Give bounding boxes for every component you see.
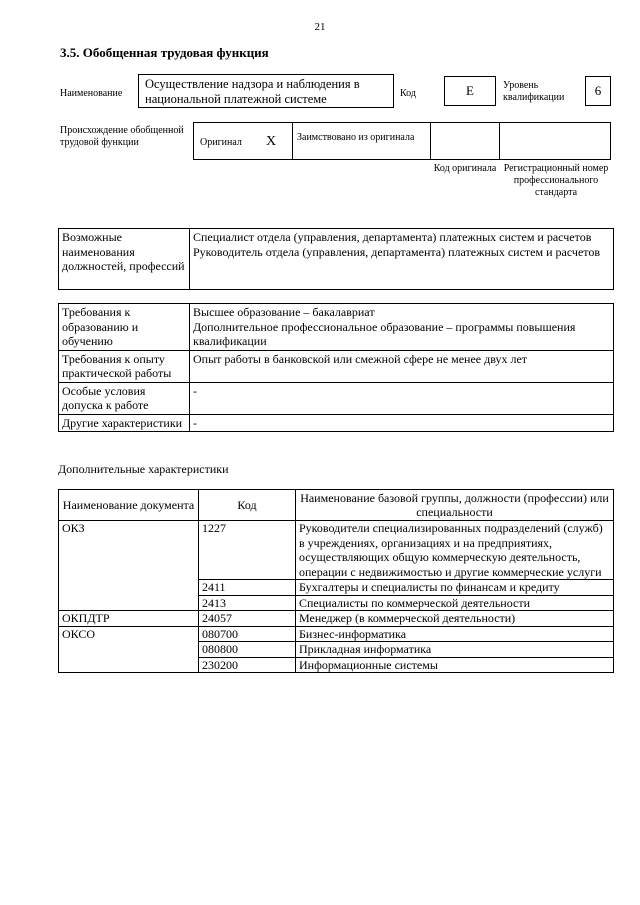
code-original-caption: Код оригинала [433,163,497,174]
name-value: Осуществление надзора и наблюдения в национальной платежной системе [138,74,394,108]
row-code: 080700 [199,626,296,642]
row-name: Прикладная информатика [296,642,614,658]
origin-boxes [193,122,611,160]
req-experience-label: Требования к опыту практической работы [59,350,190,382]
positions-values [190,229,614,290]
row-name: Менеджер (в коммерческой деятельности) [296,611,614,627]
positions-label: Возможные наименования должностей, профессий [59,229,190,290]
additional-title: Дополнительные характеристики [58,462,229,476]
row-name: Бизнес-информатика [296,626,614,642]
borrowed-label: Заимствовано из оригинала [297,132,415,143]
position-item: Руководитель отдела (управления, департамента) платежных систем и расчетов [193,244,601,259]
origin-label: Происхождение обобщенной трудовой функции [60,125,184,148]
borrowed-cell [292,122,431,160]
doc-okz: ОКЗ [59,521,199,611]
reg-number-caption: Регистрационный номер профессионального стандарта [503,163,609,198]
position-item: Специалист отдела (управления, департамента) платежных систем и расчетов [193,230,592,244]
positions-table [58,228,614,290]
doc-okpdtr: ОКПДТР [59,611,199,627]
code-label: Код [400,88,416,99]
row-code: 24057 [199,611,296,627]
additional-table [58,489,614,673]
req-experience-value: Опыт работы в банковской или смежной сфере не менее двух лет [190,350,614,382]
col-header-code: Код [199,490,296,521]
req-other-value: - [190,414,614,432]
row-name: Информационные системы [296,657,614,673]
reg-number-cell [499,122,611,160]
code-original-cell [430,122,500,160]
req-other-label: Другие характеристики [59,414,190,432]
req-education-label: Требования к образованию и обучению [59,304,190,351]
original-cell [193,122,293,160]
doc-okso: ОКСО [59,626,199,673]
req-line: Дополнительное профессиональное образование – программы повышения квалификации [193,319,576,348]
original-mark: X [266,134,277,149]
original-label: Оригинал [200,137,242,148]
row-code: 2411 [199,580,296,596]
level-value: 6 [585,76,611,106]
row-code: 080800 [199,642,296,658]
row-code: 1227 [199,521,296,580]
row-name: Руководители специализированных подразделений (служб) в учреждениях, организациях и на предприятиях, осуществляющих общую коммерческую деятельность, операции с недвижимостью и другие коммерческие услуги [296,521,614,580]
page-number: 21 [314,21,326,33]
section-title: 3.5. Обобщенная трудовая функция [60,45,269,60]
req-conditions-label: Особые условия допуска к работе [59,382,190,414]
row-name: Бухгалтеры и специалисты по финансам и кредиту [296,580,614,596]
col-header-name: Наименование базовой группы, должности (профессии) или специальности [296,490,614,521]
level-label: Уровень квалификации [503,80,565,103]
row-code: 2413 [199,595,296,611]
req-line: Высшее образование – бакалавриат [193,305,375,319]
row-code: 230200 [199,657,296,673]
req-conditions-value: - [190,382,614,414]
col-header-document: Наименование документа [59,490,199,521]
code-value: E [444,76,496,106]
name-label: Наименование [60,88,123,99]
row-name: Специалисты по коммерческой деятельности [296,595,614,611]
req-education-value [190,304,614,351]
requirements-table [58,303,614,432]
